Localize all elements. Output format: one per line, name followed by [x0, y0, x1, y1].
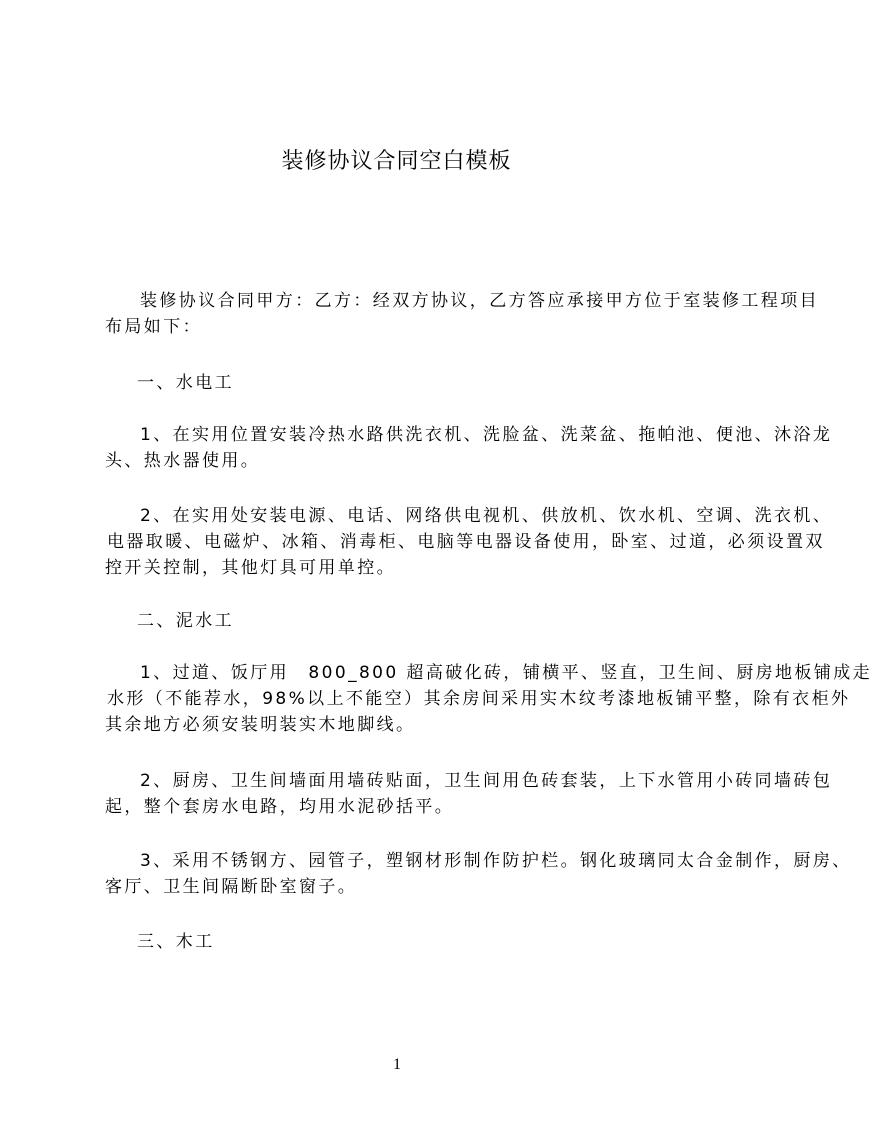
clause-line: 其余地方必须安装明装实木地脚线。	[105, 715, 416, 735]
clause-line: 起，整个套房水电路，均用水泥砂括平。	[105, 797, 455, 817]
clause-line: 2、厨房、卫生间墙面用墙砖贴面，卫生间用色砖套装，上下水管用小砖同墙砖包	[140, 771, 833, 791]
clause-line: 水形（不能荐水，98%以上不能空）其余房间采用实木纹考漆地板铺平整，除有衣柜外	[107, 689, 851, 709]
clause-line: 控开关控制，其他灯具可用单控。	[105, 558, 396, 578]
clause-line: 3、采用不锈钢方、园管子，塑钢材形制作防护栏。钢化玻璃同太合金制作，厨房、	[140, 851, 852, 871]
page-number: 1	[393, 1056, 401, 1073]
clause-line: 电器取暖、电磁炉、冰箱、消毒柜、电脑等电器设备使用，卧室、过道，必须设置双	[107, 532, 825, 552]
clause-line: 1、在实用位置安装冷热水路供洗衣机、洗脸盆、洗菜盆、拖帕池、便池、沐浴龙	[140, 425, 833, 445]
clause-line: 客厅、卫生间隔断卧室窗子。	[105, 877, 358, 897]
section-heading: 二、泥水工	[137, 611, 234, 631]
intro-line: 布局如下：	[105, 317, 202, 337]
clause-line: 1、过道、饭厅用 800_800 超高破化砖，铺横平、竖直，卫生间、厨房地板铺成走	[140, 663, 872, 683]
section-heading: 三、木工	[137, 932, 215, 952]
document-title: 装修协议合同空白模板	[281, 149, 512, 174]
intro-line: 装修协议合同甲方：乙方：经双方协议，乙方答应承接甲方位于室装修工程项目	[140, 291, 819, 311]
clause-line: 头、热水器使用。	[105, 451, 261, 471]
section-heading: 一、水电工	[137, 373, 234, 393]
clause-line: 2、在实用处安装电源、电话、网络供电视机、供放机、饮水机、空调、洗衣机、	[140, 506, 833, 526]
